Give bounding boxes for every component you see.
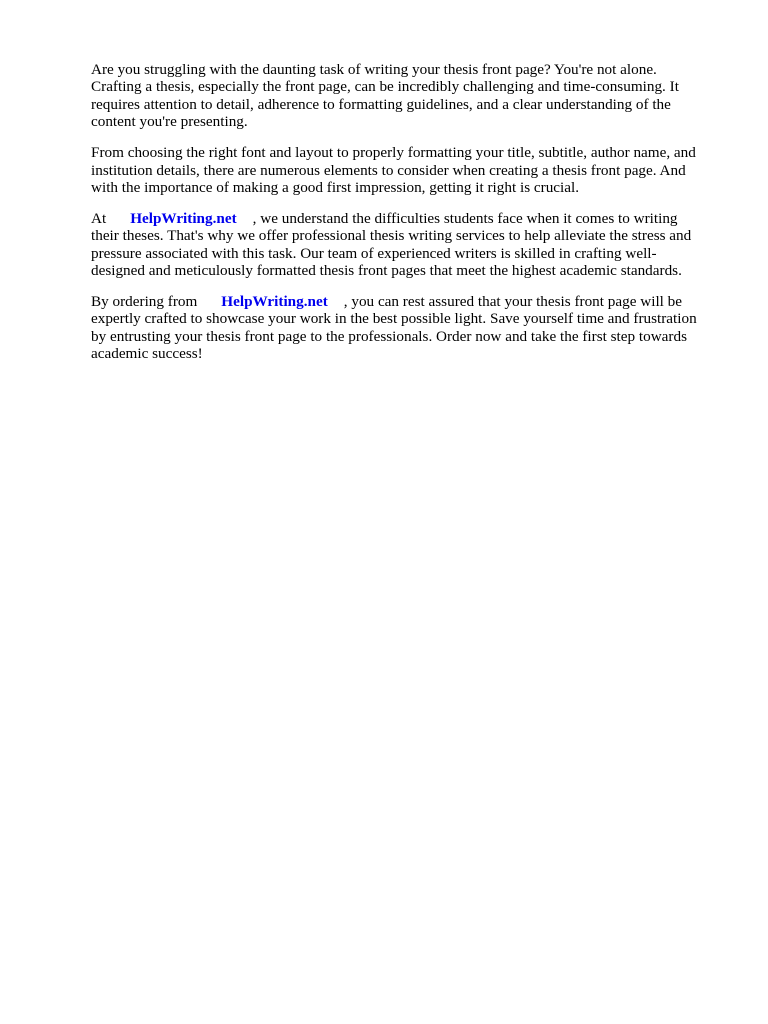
- line-suffix: , we understand the difficulties students face when it comes to writing: [252, 209, 678, 227]
- paragraph-elements: [91, 144, 716, 196]
- helpwriting-link[interactable]: HelpWriting.net: [221, 292, 328, 310]
- text-line: with the importance of making a good first impression, getting it right is crucial.: [91, 178, 580, 196]
- text-line: institution details, there are numerous elements to consider when creating a thesis front page. And: [91, 161, 686, 179]
- text-line: their theses. That's why we offer professional thesis writing services to help alleviate the stress and: [91, 227, 692, 245]
- text-line: From choosing the right font and layout to properly formatting your title, subtitle, author name, and: [91, 144, 696, 162]
- document-body: [91, 61, 716, 376]
- paragraph-service: [91, 210, 716, 280]
- text-line: Crafting a thesis, especially the front page, can be incredibly challenging and time-consuming. It: [91, 78, 679, 96]
- text-line: requires attention to detail, adherence to formatting guidelines, and a clear understanding of the: [91, 95, 671, 113]
- text-line-with-link: [91, 293, 716, 310]
- text-line: content you're presenting.: [91, 113, 248, 131]
- text-line: expertly crafted to showcase your work in the best possible light. Save yourself time and frustration: [91, 310, 697, 328]
- text-line: designed and meticulously formatted thesis front pages that meet the highest academic standards.: [91, 262, 682, 280]
- line-suffix: , you can rest assured that your thesis front page will be: [343, 292, 683, 310]
- text-line: academic success!: [91, 345, 203, 363]
- paragraph-intro: [91, 61, 716, 131]
- text-line: Are you struggling with the daunting task of writing your thesis front page? You're not alone.: [91, 61, 657, 78]
- text-line-with-link: [91, 210, 716, 227]
- line-prefix: By ordering from: [91, 292, 198, 310]
- line-prefix: At: [91, 209, 107, 227]
- text-line: pressure associated with this task. Our team of experienced writers is skilled in crafting well-: [91, 244, 657, 262]
- paragraph-order: [91, 293, 716, 363]
- text-line: by entrusting your thesis front page to the professionals. Order now and take the first step towards: [91, 327, 687, 345]
- helpwriting-link[interactable]: HelpWriting.net: [130, 209, 237, 227]
